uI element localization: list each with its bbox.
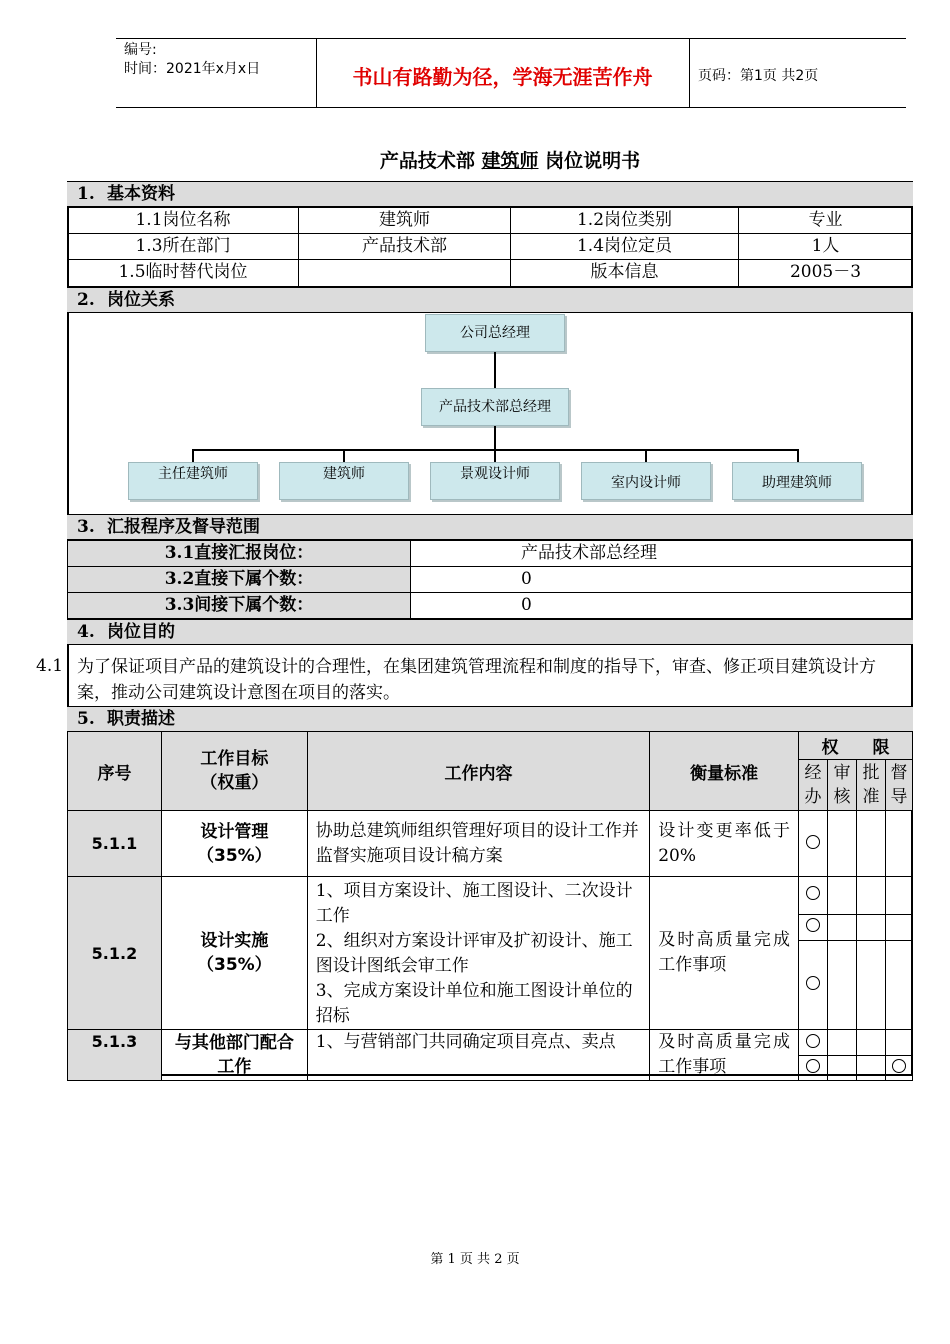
authority-mark: [806, 1059, 820, 1073]
authority-mark: [892, 1059, 906, 1073]
table-row: 5.1.2 设计实施 （35%） 1、项目方案设计、施工图设计、二次设计工作 2、组织对方案设计评审及扩初设计、施工图设计图纸会审工作 3、完成方案设计单位和施工图设计单位的招标 及时高质量完成工作事项: [68, 877, 913, 915]
org-box-architect: 建筑师: [279, 462, 409, 500]
section-purpose: 4. 岗位目的: [67, 619, 913, 645]
document-title: [0, 146, 950, 173]
title-doc: 岗位说明书: [545, 150, 641, 172]
purpose-item-number: 4.1: [36, 656, 64, 676]
org-box-assistant-architect: 助理建筑师: [732, 462, 862, 500]
authority-mark: [806, 976, 820, 990]
section-basic-info: 1. 基本资料: [67, 181, 913, 207]
section-relations: 2. 岗位关系: [67, 287, 913, 313]
authority-mark: [806, 918, 820, 932]
page-footer: 第 1 页 共 2 页: [430, 1252, 520, 1267]
org-box-landscape-designer: 景观设计师: [430, 462, 560, 500]
col-content: 工作内容: [307, 732, 649, 811]
time-label: 时间：2021年x月x日: [124, 61, 261, 77]
col-seq: 序号: [68, 732, 162, 811]
title-dept: 产品技术部: [379, 150, 475, 172]
col-measure: 衡量标准: [650, 732, 799, 811]
org-box-chief-architect: 主任建筑师: [128, 462, 258, 500]
page-info: 页码：第1页 共2页: [698, 68, 819, 84]
section-reporting: 3. 汇报程序及督导范围: [67, 514, 913, 540]
auth-supervise: 督导: [885, 760, 912, 811]
col-goal: 工作目标 （权重）: [161, 732, 307, 811]
org-box-ceo: 公司总经理: [425, 314, 565, 352]
auth-review: 审核: [827, 760, 856, 811]
authority-mark: [806, 835, 820, 849]
motto: 书山有路勤为径，学海无涯苦作舟: [352, 65, 653, 89]
authority-mark: [806, 1034, 820, 1048]
header-meta: [124, 41, 314, 79]
duties-table: [67, 731, 913, 1081]
page-header: [116, 38, 906, 108]
purpose-text: 为了保证项目产品的建筑设计的合理性，在集团建筑管理流程和制度的指导下，审查、修正项目建筑设计方案，推动公司建筑设计意图在项目的落实。: [68, 654, 908, 706]
col-authority: 权 限: [799, 732, 913, 760]
table-row: 5.1.1 设计管理 （35%） 协助总建筑师组织管理好项目的设计工作并监督实施项目设计稿方案 设计变更率低于20%: [68, 811, 913, 877]
table-row: 5.1.3 与其他部门配合工作 1、与营销部门共同确定项目亮点、卖点 及时高质量完成工作事项: [68, 1030, 913, 1056]
code-label: 编号:: [124, 42, 157, 58]
authority-mark: [806, 886, 820, 900]
auth-handle: 经办: [799, 760, 828, 811]
section-duties: 5. 职责描述: [67, 706, 913, 732]
org-box-dept-manager: 产品技术部总经理: [421, 388, 569, 426]
auth-approve: 批准: [856, 760, 885, 811]
org-box-interior-designer: 室内设计师: [581, 462, 711, 500]
title-position: 建筑师: [481, 150, 539, 172]
